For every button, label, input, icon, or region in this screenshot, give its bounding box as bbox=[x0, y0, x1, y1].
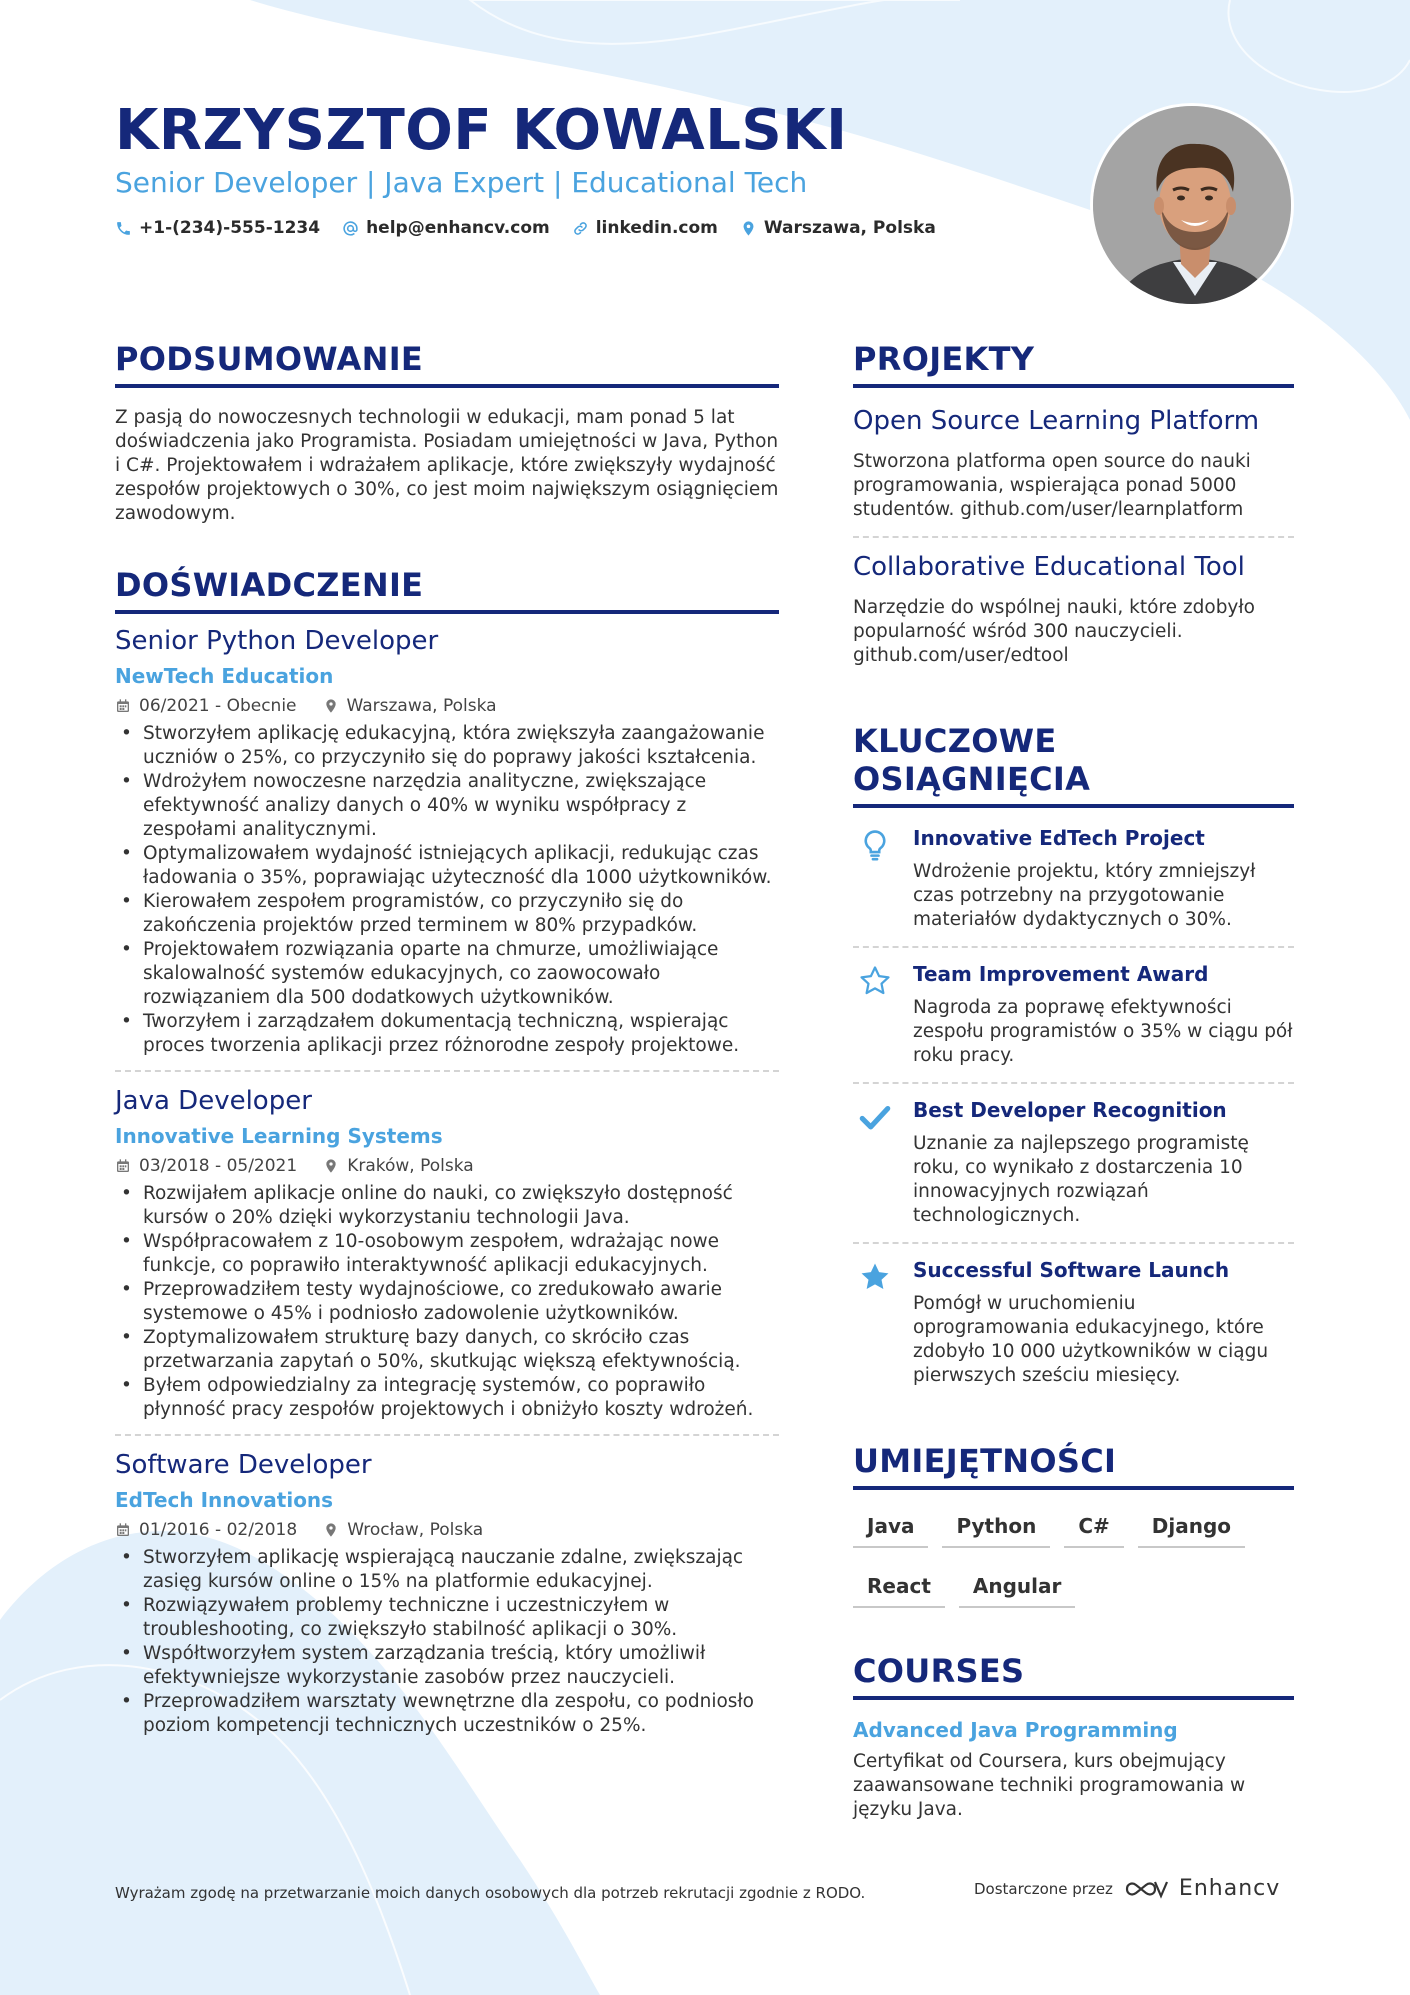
left-column bbox=[115, 340, 779, 1750]
job-location bbox=[323, 1520, 483, 1540]
job-bullet: • Wdrożyłem nowoczesne narzędzia analityczne, zwiększające efektywność analizy danych o 40% w wyniku współpracy z zespołami analitycznymi. bbox=[115, 770, 779, 842]
job-bullet: • Projektowałem rozwiązania oparte na chmurze, umożliwiające skalowalność systemów edukacyjnych, co zaowocowało rozwiązaniem dla 500 dodatkowych użytkowników. bbox=[115, 938, 779, 1010]
job-meta bbox=[115, 696, 779, 716]
lightbulb-icon bbox=[853, 826, 897, 932]
at-icon bbox=[342, 220, 359, 237]
course-entry bbox=[853, 1718, 1294, 1822]
job-dates bbox=[115, 696, 297, 716]
job-bullet: • Przeprowadziłem warsztaty wewnętrzne dla zespołu, co podniosło poziom kompetencji technicznych uczestników o 25%. bbox=[115, 1690, 779, 1738]
skill-tag: Django bbox=[1138, 1510, 1245, 1548]
project-entry bbox=[853, 406, 1294, 536]
powered-by bbox=[974, 1876, 1280, 1901]
course-description: Certyfikat od Coursera, kurs obejmujący zaawansowane techniki programowania w języku Java. bbox=[853, 1751, 1246, 1820]
job-title: Java Developer bbox=[115, 1086, 312, 1116]
skills-list bbox=[853, 1510, 1273, 1608]
star-outline-icon bbox=[853, 962, 897, 1068]
job-entry bbox=[115, 626, 779, 1070]
candidate-name: KRZYSZTOF KOWALSKI bbox=[115, 98, 848, 163]
job-bullet: • Stworzyłem aplikację edukacyjną, która zwiększyła zaangażowanie uczniów o 25%, co przyczyniło się do poprawy jakości kształcenia. bbox=[115, 722, 779, 770]
star-filled-icon bbox=[853, 1258, 897, 1388]
projects-section bbox=[853, 340, 1294, 682]
job-bullet: • Rozwiązywałem problemy techniczne i uczestniczyłem w troubleshooting, co zwiększyło stabilność aplikacji o 30%. bbox=[115, 1594, 779, 1642]
gdpr-consent: Wyrażam zgodę na przetwarzanie moich danych osobowych dla potrzeb rekrutacji zgodnie z RODO. bbox=[115, 1884, 866, 1902]
job-entry bbox=[115, 1434, 779, 1750]
phone-icon bbox=[115, 220, 132, 237]
job-location-text: Wrocław, Polska bbox=[347, 1520, 484, 1540]
brand-name[interactable]: Enhancv bbox=[1178, 1876, 1281, 1901]
location-pin-icon bbox=[323, 1158, 339, 1174]
job-bullet: • Współpracowałem z 10-osobowym zespołem, wdrażając nowe funkcje, co poprawiło interaktywność aplikacji edukacyjnych. bbox=[115, 1230, 779, 1278]
experience-section bbox=[115, 566, 779, 1750]
phone-text: +1-(234)-555-1234 bbox=[139, 218, 321, 238]
job-location bbox=[323, 696, 497, 716]
right-column bbox=[853, 340, 1294, 1822]
projects-title: PROJEKTY bbox=[853, 340, 1294, 388]
linkedin-text: linkedin.com bbox=[595, 218, 718, 238]
course-title: Advanced Java Programming bbox=[853, 1718, 1178, 1742]
experience-title: DOŚWIADCZENIE bbox=[115, 566, 779, 614]
contact-linkedin[interactable] bbox=[572, 218, 718, 238]
courses-title: COURSES bbox=[853, 1652, 1294, 1700]
achievement-entry bbox=[853, 1242, 1294, 1402]
email-text: help@enhancv.com bbox=[366, 218, 550, 238]
job-bullet: • Przeprowadziłem testy wydajnościowe, co zredukowało awarie systemowe o 45% i podniosło zadowolenie użytkowników. bbox=[115, 1278, 779, 1326]
project-description: Stworzona platforma open source do nauki programowania, wspierająca ponad 5000 studentów. github.com/user/learnplatform bbox=[853, 451, 1251, 520]
job-company: EdTech Innovations bbox=[115, 1488, 334, 1512]
job-location-text: Warszawa, Polska bbox=[346, 696, 497, 716]
job-bullets bbox=[115, 722, 779, 1058]
checkmark-icon bbox=[853, 1098, 897, 1228]
job-meta bbox=[115, 1520, 779, 1540]
job-bullets bbox=[115, 1182, 779, 1422]
contact-email[interactable] bbox=[342, 218, 550, 238]
calendar-icon bbox=[115, 698, 131, 714]
skill-tag: C# bbox=[1064, 1510, 1123, 1548]
job-title: Software Developer bbox=[115, 1450, 372, 1480]
link-icon bbox=[572, 220, 589, 237]
calendar-icon bbox=[115, 1158, 131, 1174]
job-entry bbox=[115, 1070, 779, 1434]
job-bullet: • Zoptymalizowałem strukturę bazy danych, co skróciło czas przetwarzania zapytań o 50%, skutkując większą efektywnością. bbox=[115, 1326, 779, 1374]
achievement-entry bbox=[853, 826, 1294, 946]
summary-text: Z pasją do nowoczesnych technologii w edukacji, mam ponad 5 lat doświadczenia jako Programista. Posiadam umiejętności w Java, Python i C#. Projektowałem i wdrażałem aplikacje, które zwiększyły wydajność zespołów projektowych o 30%, co jest moim największym osiągnięciem zawodowym. bbox=[115, 407, 779, 524]
job-bullets bbox=[115, 1546, 779, 1738]
achievement-title: Best Developer Recognition bbox=[913, 1098, 1227, 1122]
project-entry bbox=[853, 536, 1294, 682]
achievement-text: Uznanie za najlepszego programistę roku, co wynikało z dostarczenia 10 innowacyjnych rozwiązań technologicznych. bbox=[913, 1133, 1249, 1226]
job-location-text: Kraków, Polska bbox=[347, 1156, 474, 1176]
contact-location bbox=[740, 218, 936, 238]
job-bullet: • Kierowałem zespołem programistów, co przyczyniło się do zakończenia projektów przed terminem w 80% przypadków. bbox=[115, 890, 779, 938]
job-dates-text: 06/2021 - Obecnie bbox=[139, 696, 297, 716]
achievement-title: Team Improvement Award bbox=[913, 962, 1209, 986]
location-pin-icon bbox=[323, 698, 339, 714]
skill-tag: Java bbox=[853, 1510, 928, 1548]
powered-by-label: Dostarczone przez bbox=[974, 1879, 1113, 1898]
job-title: Senior Python Developer bbox=[115, 626, 439, 656]
contact-bar bbox=[115, 218, 936, 238]
achievement-title: Innovative EdTech Project bbox=[913, 826, 1205, 850]
job-bullet: • Optymalizowałem wydajność istniejących aplikacji, redukując czas ładowania o 35%, poprawiając użyteczność dla 1000 użytkowników. bbox=[115, 842, 779, 890]
job-company: NewTech Education bbox=[115, 664, 334, 688]
calendar-icon bbox=[115, 1522, 131, 1538]
project-title: Collaborative Educational Tool bbox=[853, 552, 1245, 582]
job-bullet: • Tworzyłem i zarządzałem dokumentacją techniczną, wspierając proces tworzenia aplikacji przez różnorodne zespoły projektowe. bbox=[115, 1010, 779, 1058]
skill-tag: Python bbox=[942, 1510, 1050, 1548]
job-meta bbox=[115, 1156, 779, 1176]
job-bullet: • Byłem odpowiedzialny za integrację systemów, co poprawiło płynność pracy zespołów projektowych i obniżyło koszty wdrożeń. bbox=[115, 1374, 779, 1422]
skill-tag: Angular bbox=[959, 1570, 1076, 1608]
job-location bbox=[323, 1156, 474, 1176]
achievements-title: KLUCZOWE OSIĄGNIĘCIA bbox=[853, 722, 1294, 808]
job-bullet: • Rozwijałem aplikacje online do nauki, co zwiększyło dostępność kursów o 20% dzięki wykorzystaniu technologii Java. bbox=[115, 1182, 779, 1230]
courses-section bbox=[853, 1652, 1294, 1822]
project-title: Open Source Learning Platform bbox=[853, 406, 1260, 436]
job-dates bbox=[115, 1156, 297, 1176]
achievement-text: Wdrożenie projektu, który zmniejszył czas potrzebny na przygotowanie materiałów dydaktycznych o 30%. bbox=[913, 861, 1256, 930]
skill-tag: React bbox=[853, 1570, 945, 1608]
profile-photo bbox=[1090, 103, 1294, 307]
job-bullet: • Stworzyłem aplikację wspierającą nauczanie zdalne, zwiększając zasięg kursów online o 15% na platformie edukacyjnej. bbox=[115, 1546, 779, 1594]
skills-title: UMIEJĘTNOŚCI bbox=[853, 1442, 1294, 1490]
job-bullet: • Współtworzyłem system zarządzania treścią, który umożliwił efektywniejsze wykorzystanie zasobów przez nauczycieli. bbox=[115, 1642, 779, 1690]
achievement-entry bbox=[853, 946, 1294, 1082]
job-company: Innovative Learning Systems bbox=[115, 1124, 443, 1148]
location-pin-icon bbox=[740, 220, 757, 237]
summary-section bbox=[115, 340, 779, 526]
project-description: Narzędzie do wspólnej nauki, które zdobyło popularność wśród 300 nauczycieli. github.com/user/edtool bbox=[853, 597, 1255, 666]
summary-title: PODSUMOWANIE bbox=[115, 340, 779, 388]
achievements-section bbox=[853, 722, 1294, 1402]
enhancv-logo-icon bbox=[1123, 1877, 1169, 1901]
location-text: Warszawa, Polska bbox=[763, 218, 936, 238]
job-dates bbox=[115, 1520, 297, 1540]
achievement-entry bbox=[853, 1082, 1294, 1242]
contact-phone[interactable] bbox=[115, 218, 320, 238]
achievement-title: Successful Software Launch bbox=[913, 1258, 1230, 1282]
candidate-subtitle: Senior Developer | Java Expert | Educational Tech bbox=[115, 166, 808, 199]
location-pin-icon bbox=[323, 1522, 339, 1538]
job-dates-text: 03/2018 - 05/2021 bbox=[139, 1156, 298, 1176]
achievement-text: Nagroda za poprawę efektywności zespołu programistów o 35% w ciągu pół roku pracy. bbox=[913, 997, 1293, 1066]
achievement-text: Pomógł w uruchomieniu oprogramowania edukacyjnego, które zdobyło 10 000 użytkowników w ciągu pierwszych sześciu miesięcy. bbox=[913, 1293, 1269, 1386]
skills-section bbox=[853, 1442, 1294, 1608]
job-dates-text: 01/2016 - 02/2018 bbox=[139, 1520, 298, 1540]
